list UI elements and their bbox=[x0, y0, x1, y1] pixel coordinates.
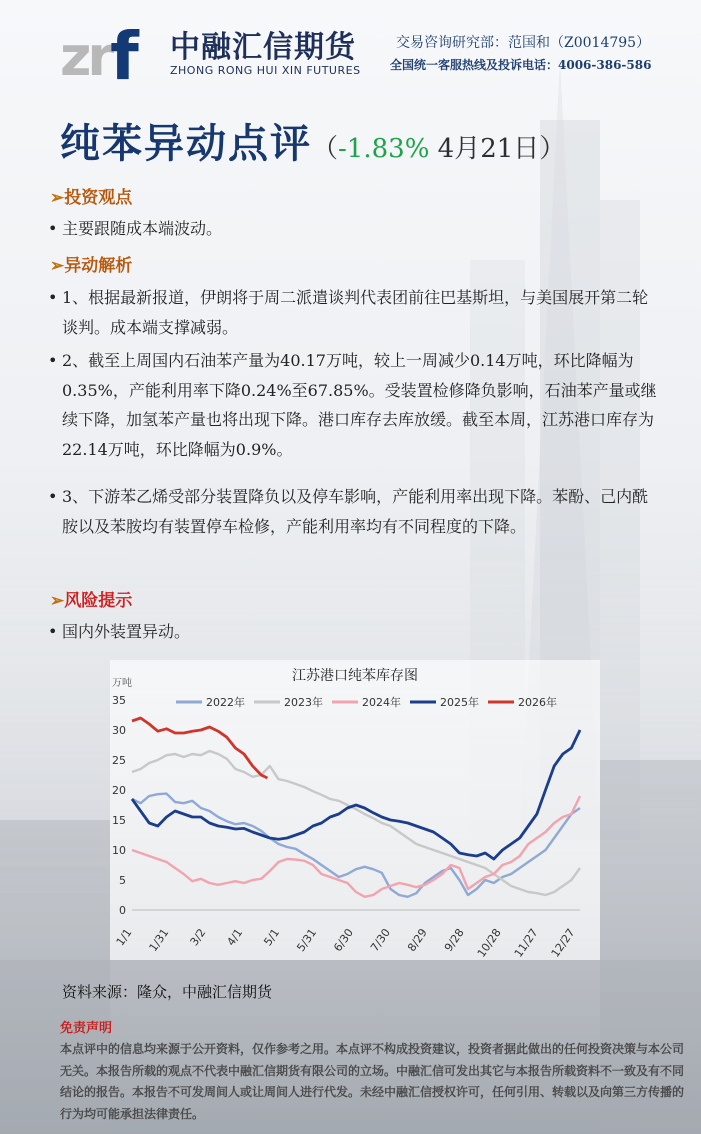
inventory-chart-svg bbox=[110, 660, 600, 960]
y-axis-label: 万吨 bbox=[112, 678, 132, 689]
legend-label: 2025年 bbox=[440, 696, 479, 709]
legend-label: 2024年 bbox=[362, 696, 401, 709]
y-tick-label: 30 bbox=[112, 724, 126, 737]
list-item: • 国内外装置异动。 bbox=[48, 617, 663, 647]
page-title bbox=[60, 112, 565, 169]
company-logo bbox=[60, 12, 380, 95]
x-tick-label: 4/1 bbox=[224, 926, 246, 949]
inventory-chart bbox=[110, 660, 600, 960]
x-tick-label: 6/30 bbox=[331, 926, 356, 954]
x-tick-label: 1/1 bbox=[113, 926, 135, 949]
legend-label: 2023年 bbox=[284, 696, 323, 709]
x-tick-label: 3/2 bbox=[187, 926, 209, 949]
disclaimer-body: 本点评中的信息均来源于公开资料，仅作参考之用。本点评不构成投资建议，投资者据此做出的任何投资决策与本公司无关。本报告所载的观点不代表中融汇信期货有限公司的立场。中融汇信可发出其它与本报告所载资料不一致及有不同结论的报告。本报告不可发周间人或让周间人进行代发。未经中融汇信授权许可，任何引用、转载以及向第三方传播的行为均可能承担法律责任。 bbox=[60, 1042, 685, 1121]
list-item: • 1、根据最新报道，伊朗将于周二派遣谈判代表团前往巴基斯坦，与美国展开第二轮谈判。成本端支撑减弱。 bbox=[48, 283, 663, 342]
section-analysis: ➢异动解析 bbox=[50, 256, 133, 276]
bullet-icon: • bbox=[48, 487, 58, 506]
hotline: 全国统一客服热线及投诉电话：4006-386-586 bbox=[390, 58, 652, 72]
bullet-icon: • bbox=[48, 622, 58, 641]
x-tick-label: 10/28 bbox=[474, 926, 504, 960]
x-tick-label: 12/27 bbox=[548, 926, 578, 960]
series-line bbox=[132, 796, 580, 897]
arrow-icon: ➢ bbox=[50, 256, 65, 276]
y-tick-label: 5 bbox=[119, 874, 126, 887]
logo-english-name: ZHONG RONG HUI XIN FUTURES bbox=[170, 64, 361, 77]
x-tick-label: 7/30 bbox=[368, 926, 393, 954]
bullet-icon: • bbox=[48, 219, 58, 238]
title-date: 4月21日 bbox=[429, 134, 540, 164]
legend-label: 2022年 bbox=[206, 696, 245, 709]
title-main: 纯苯异动点评 bbox=[60, 120, 312, 167]
y-tick-label: 20 bbox=[112, 784, 126, 797]
y-tick-label: 15 bbox=[112, 814, 126, 827]
y-tick-label: 10 bbox=[112, 844, 126, 857]
section-risk: ➢风险提示 bbox=[50, 591, 133, 611]
series-line bbox=[132, 730, 580, 859]
disclaimer-title: 免责声明 bbox=[60, 1021, 113, 1036]
x-tick-label: 5/1 bbox=[261, 926, 283, 949]
arrow-icon: ➢ bbox=[50, 188, 65, 208]
logo-mark: zrf bbox=[60, 18, 135, 95]
list-item: • 主要跟随成本端波动。 bbox=[48, 214, 663, 244]
list-item: • 2、截至上周国内石油苯产量为40.17万吨，较上一周减少0.14万吨，环比降幅为0.35%，产能利用率下降0.24%至67.85%。受装置检修降负影响，石油苯产量或继续下降，加氢苯产量也将出现下降。港口库存去库放缓。截至本周，江苏港口库存为22.14万吨，环比降幅为0.9%。 bbox=[48, 346, 663, 464]
chart-title: 江苏港口纯苯库存图 bbox=[292, 668, 418, 684]
x-tick-label: 1/31 bbox=[146, 926, 172, 954]
analyst-contact: 交易咨询研究部：范国和（Z0014795） bbox=[396, 35, 651, 51]
price-change: -1.83% bbox=[338, 134, 430, 164]
section-investment-view: ➢投资观点 bbox=[50, 188, 133, 208]
list-item: • 3、下游苯乙烯受部分装置降负以及停车影响，产能利用率出现下降。苯酚、己内酰胺以及苯胺均有装置停车检修，产能利用率均有不同程度的下降。 bbox=[48, 482, 663, 541]
legend-label: 2026年 bbox=[518, 696, 557, 709]
x-tick-label: 11/27 bbox=[511, 926, 541, 960]
y-tick-label: 35 bbox=[112, 694, 126, 707]
bullet-icon: • bbox=[48, 288, 58, 307]
x-tick-label: 5/31 bbox=[294, 926, 320, 954]
x-tick-label: 8/29 bbox=[405, 926, 430, 954]
arrow-icon: ➢ bbox=[50, 591, 65, 611]
title-close-paren: ） bbox=[539, 134, 566, 164]
x-tick-label: 9/28 bbox=[441, 926, 467, 954]
bullet-icon: • bbox=[48, 351, 58, 370]
y-tick-label: 25 bbox=[112, 754, 126, 767]
logo-chinese-name: 中融汇信期货 bbox=[170, 30, 356, 65]
title-open-paren: （ bbox=[312, 134, 339, 164]
y-tick-label: 0 bbox=[119, 904, 126, 917]
data-source: 资料来源：隆众，中融汇信期货 bbox=[62, 983, 273, 1001]
series-line bbox=[132, 718, 267, 778]
